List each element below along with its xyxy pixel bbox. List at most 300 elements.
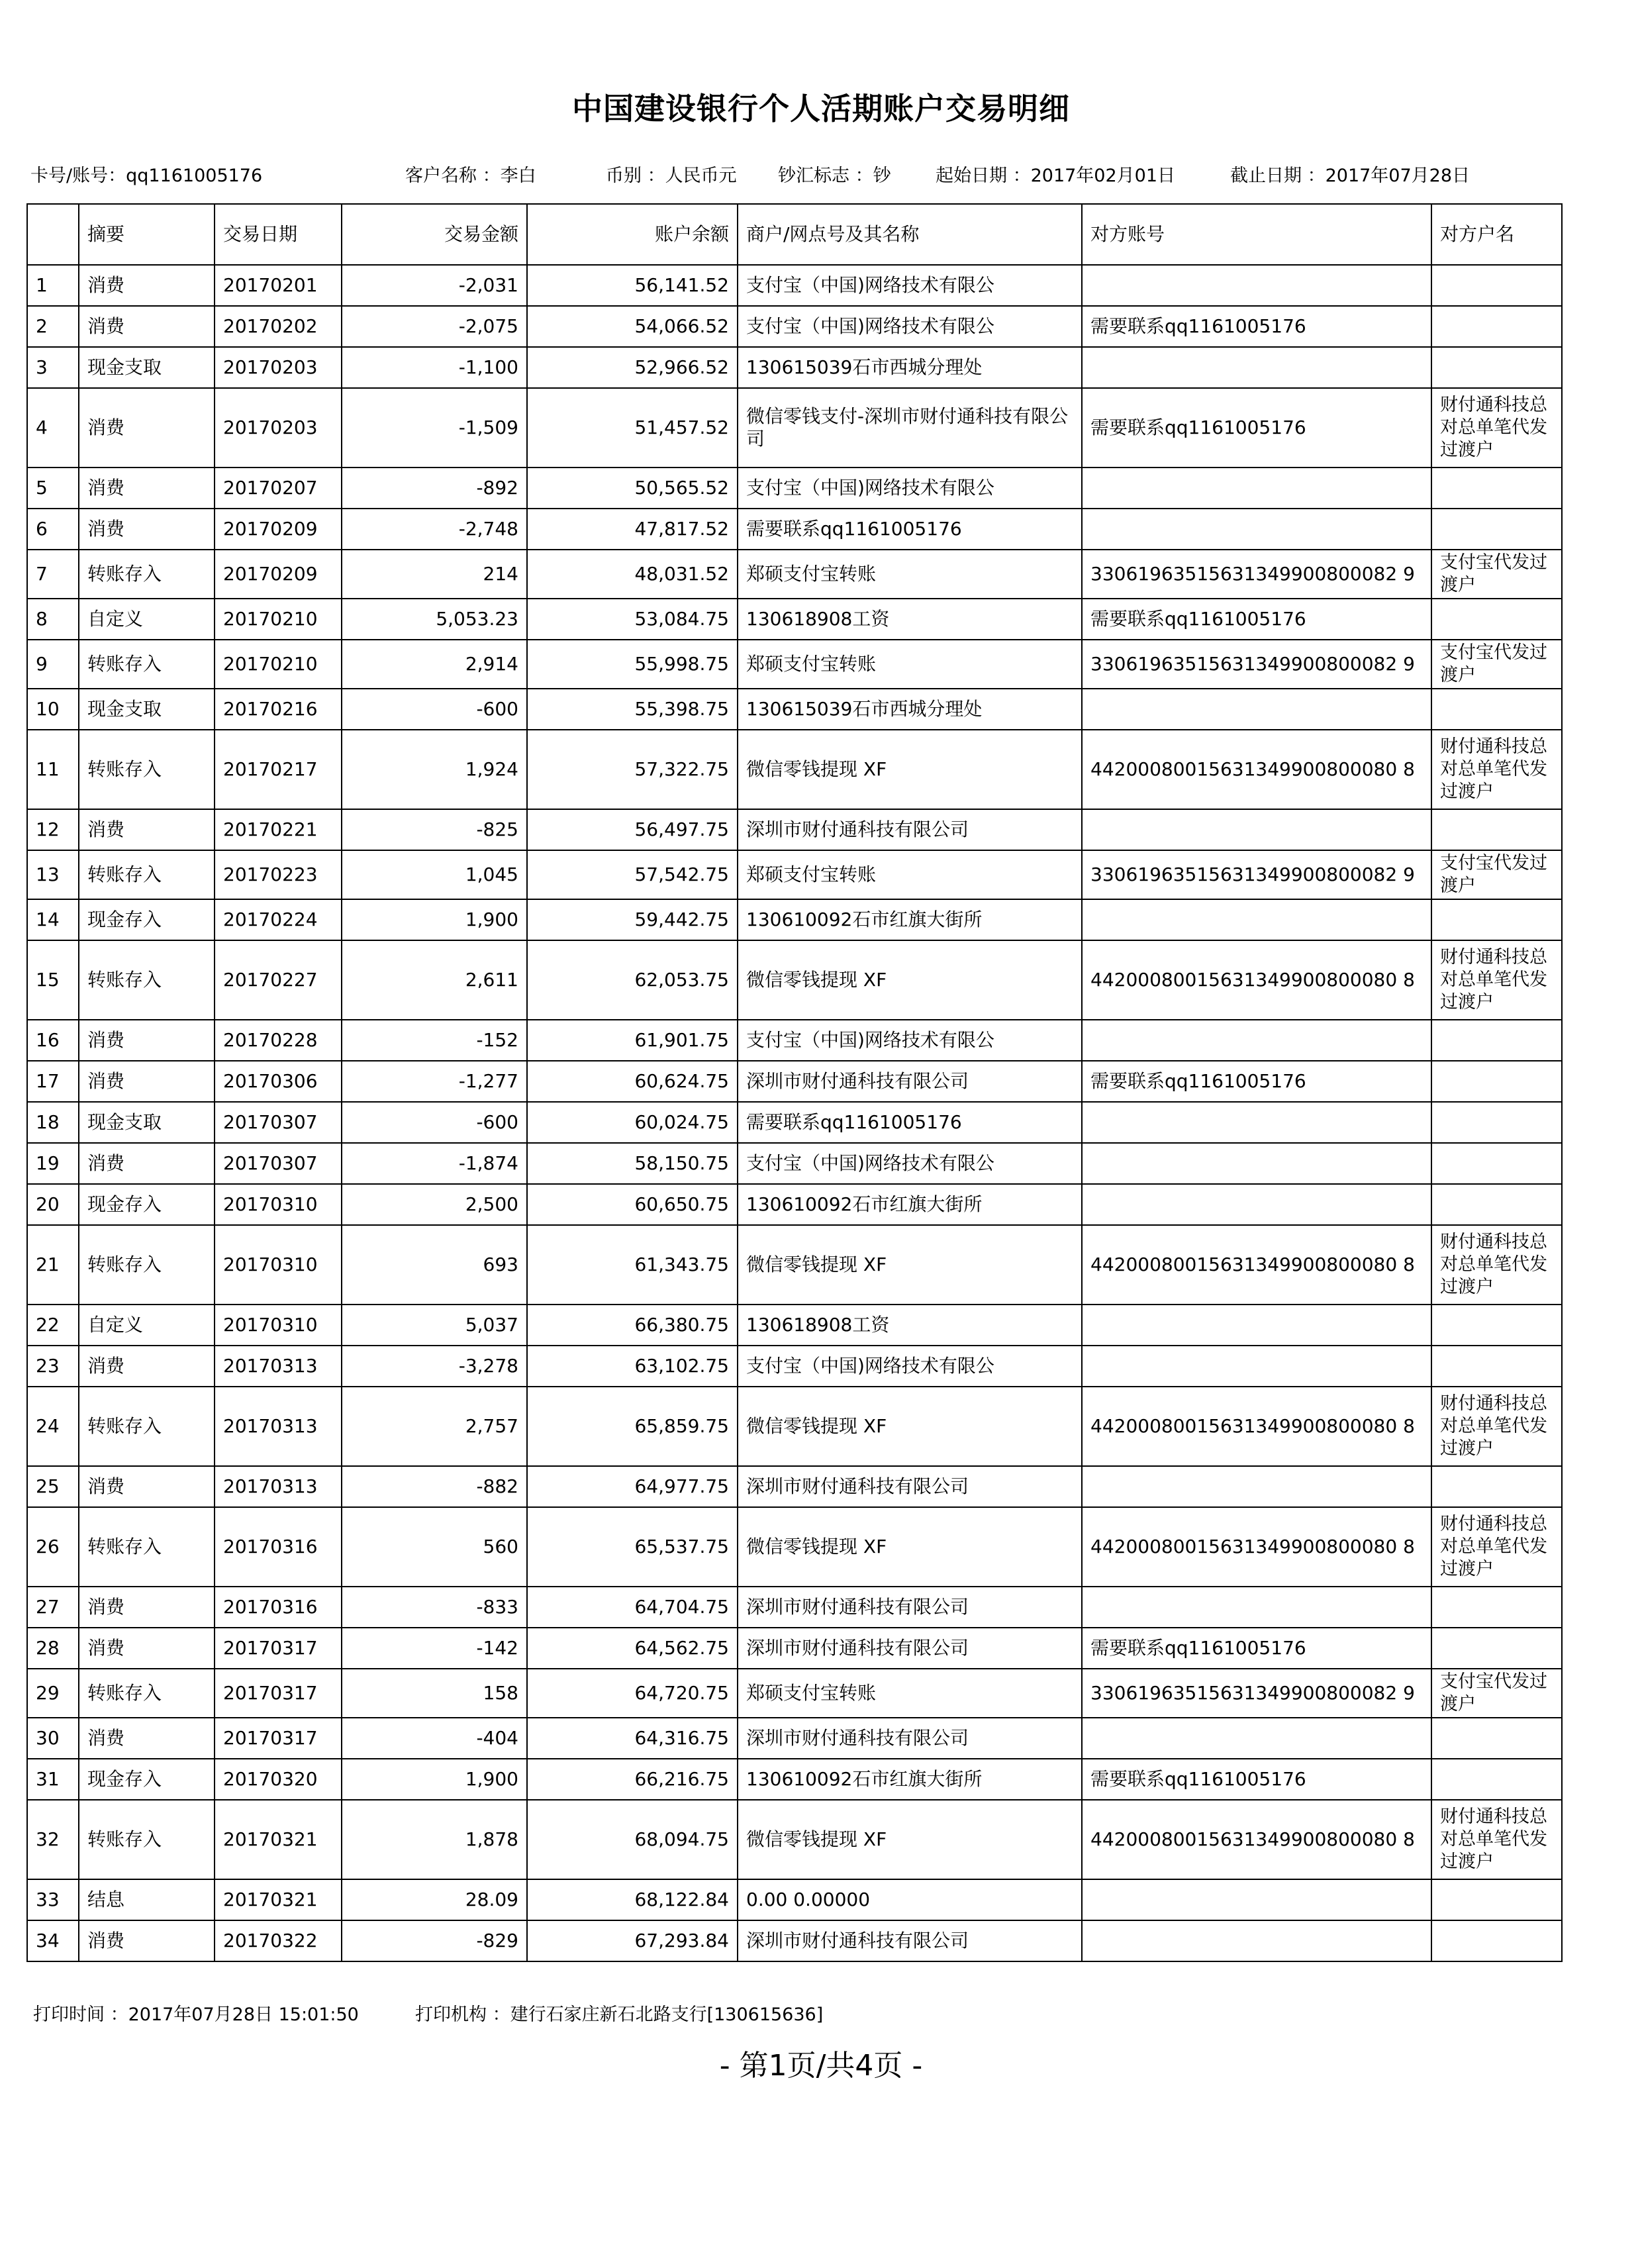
row-index: 13 (27, 850, 79, 899)
row-summary: 消费 (79, 809, 215, 850)
row-date: 20170210 (215, 599, 342, 640)
row-amount: -882 (342, 1466, 527, 1507)
row-counterparty-name (1431, 1305, 1562, 1346)
table-row (27, 1628, 1562, 1669)
table-row (27, 1587, 1562, 1628)
row-counterparty-account (1082, 1920, 1431, 1961)
row-index: 12 (27, 809, 79, 850)
table-row (27, 1305, 1562, 1346)
row-counterparty-name (1431, 1102, 1562, 1143)
row-index: 22 (27, 1305, 79, 1346)
row-counterparty-account: 需要联系qq1161005176 (1082, 599, 1431, 640)
row-merchant: 微信零钱提现 XF (738, 1507, 1082, 1587)
row-balance: 52,966.52 (527, 347, 738, 388)
row-amount: -829 (342, 1920, 527, 1961)
table-row (27, 1879, 1562, 1920)
row-date: 20170307 (215, 1143, 342, 1184)
row-counterparty-account: 33061963515631349900800082 9 (1082, 850, 1431, 899)
table-row (27, 550, 1562, 599)
row-amount: 1,900 (342, 1759, 527, 1800)
row-merchant: 郑硕支付宝转账 (738, 640, 1082, 689)
row-index: 10 (27, 689, 79, 730)
row-counterparty-name: 支付宝代发过渡户 (1431, 850, 1562, 899)
row-summary: 现金存入 (79, 1759, 215, 1800)
row-counterparty-account (1082, 1587, 1431, 1628)
row-balance: 53,084.75 (527, 599, 738, 640)
row-index: 9 (27, 640, 79, 689)
row-merchant: 130618908工资 (738, 1305, 1082, 1346)
row-counterparty-name (1431, 1628, 1562, 1669)
table-header-row (27, 204, 1562, 265)
row-date: 20170216 (215, 689, 342, 730)
row-merchant: 支付宝（中国)网络技术有限公 (738, 1143, 1082, 1184)
row-amount: -833 (342, 1587, 527, 1628)
table-row (27, 265, 1562, 306)
row-amount: 158 (342, 1669, 527, 1718)
row-counterparty-account (1082, 899, 1431, 940)
row-date: 20170203 (215, 388, 342, 468)
row-counterparty-account: 需要联系qq1161005176 (1082, 1628, 1431, 1669)
row-date: 20170202 (215, 306, 342, 347)
row-summary: 消费 (79, 1143, 215, 1184)
row-summary: 自定义 (79, 599, 215, 640)
row-balance: 68,094.75 (527, 1800, 738, 1879)
row-merchant: 微信零钱支付-深圳市财付通科技有限公司 (738, 388, 1082, 468)
row-summary: 消费 (79, 1920, 215, 1961)
row-balance: 67,293.84 (527, 1920, 738, 1961)
row-counterparty-account: 33061963515631349900800082 9 (1082, 1669, 1431, 1718)
row-merchant: 深圳市财付通科技有限公司 (738, 1628, 1082, 1669)
row-balance: 63,102.75 (527, 1346, 738, 1387)
row-balance: 48,031.52 (527, 550, 738, 599)
row-balance: 57,322.75 (527, 730, 738, 809)
row-counterparty-name: 财付通科技总对总单笔代发过渡户 (1431, 730, 1562, 809)
print-organization: 打印机构 ：建行石家庄新石北路支行[130615636] (415, 2004, 824, 2025)
row-amount: -3,278 (342, 1346, 527, 1387)
row-date: 20170317 (215, 1718, 342, 1759)
header-merchant: 商户/网点号及其名称 (738, 204, 1082, 265)
row-balance: 47,817.52 (527, 509, 738, 550)
row-amount: -2,031 (342, 265, 527, 306)
row-amount: 2,500 (342, 1184, 527, 1225)
row-merchant: 130615039石市西城分理处 (738, 689, 1082, 730)
row-summary: 现金支取 (79, 689, 215, 730)
document-title: 中国建设银行个人活期账户交易明细 (572, 91, 1070, 126)
table-row (27, 1102, 1562, 1143)
row-summary: 消费 (79, 1628, 215, 1669)
row-index: 25 (27, 1466, 79, 1507)
row-date: 20170201 (215, 265, 342, 306)
header-balance: 账户余额 (527, 204, 738, 265)
header-index (27, 204, 79, 265)
row-date: 20170310 (215, 1305, 342, 1346)
row-summary: 结息 (79, 1879, 215, 1920)
row-amount: 214 (342, 550, 527, 599)
row-counterparty-name (1431, 306, 1562, 347)
row-summary: 转账存入 (79, 1669, 215, 1718)
row-summary: 转账存入 (79, 1225, 215, 1305)
table-row (27, 1184, 1562, 1225)
row-amount: -142 (342, 1628, 527, 1669)
row-balance: 55,398.75 (527, 689, 738, 730)
row-date: 20170321 (215, 1800, 342, 1879)
row-balance: 54,066.52 (527, 306, 738, 347)
row-amount: -892 (342, 468, 527, 509)
row-index: 15 (27, 940, 79, 1020)
row-counterparty-account (1082, 468, 1431, 509)
row-amount: -1,277 (342, 1061, 527, 1102)
row-index: 18 (27, 1102, 79, 1143)
row-counterparty-name (1431, 1346, 1562, 1387)
row-counterparty-account: 44200080015631349900800080 8 (1082, 730, 1431, 809)
row-index: 30 (27, 1718, 79, 1759)
row-date: 20170310 (215, 1184, 342, 1225)
row-counterparty-account (1082, 1305, 1431, 1346)
row-index: 3 (27, 347, 79, 388)
row-counterparty-account (1082, 1346, 1431, 1387)
row-date: 20170310 (215, 1225, 342, 1305)
row-merchant: 130610092石市红旗大街所 (738, 1759, 1082, 1800)
row-amount: 5,053.23 (342, 599, 527, 640)
row-date: 20170223 (215, 850, 342, 899)
row-counterparty-name: 财付通科技总对总单笔代发过渡户 (1431, 1507, 1562, 1587)
currency: 币别 ：人民币元 (606, 166, 737, 186)
row-counterparty-account (1082, 265, 1431, 306)
row-summary: 转账存入 (79, 730, 215, 809)
row-counterparty-name (1431, 1920, 1562, 1961)
row-index: 28 (27, 1628, 79, 1669)
row-index: 6 (27, 509, 79, 550)
row-balance: 64,977.75 (527, 1466, 738, 1507)
row-merchant: 130615039石市西城分理处 (738, 347, 1082, 388)
page-number: - 第1页/共4页 - (719, 2049, 923, 2083)
row-amount: -404 (342, 1718, 527, 1759)
row-merchant: 需要联系qq1161005176 (738, 1102, 1082, 1143)
row-summary: 消费 (79, 388, 215, 468)
row-balance: 64,562.75 (527, 1628, 738, 1669)
row-counterparty-account: 33061963515631349900800082 9 (1082, 550, 1431, 599)
end-date: 截止日期 ：2017年07月28日 (1230, 166, 1471, 186)
row-counterparty-name (1431, 1759, 1562, 1800)
row-counterparty-account: 需要联系qq1161005176 (1082, 1061, 1431, 1102)
row-counterparty-name (1431, 599, 1562, 640)
row-index: 31 (27, 1759, 79, 1800)
row-balance: 50,565.52 (527, 468, 738, 509)
row-counterparty-account: 需要联系qq1161005176 (1082, 1759, 1431, 1800)
row-merchant: 需要联系qq1161005176 (738, 509, 1082, 550)
row-date: 20170313 (215, 1346, 342, 1387)
header-summary: 摘要 (79, 204, 215, 265)
table-row (27, 388, 1562, 468)
table-row (27, 1466, 1562, 1507)
row-date: 20170306 (215, 1061, 342, 1102)
row-index: 14 (27, 899, 79, 940)
table-row (27, 1800, 1562, 1879)
row-merchant: 支付宝（中国)网络技术有限公 (738, 306, 1082, 347)
table-row (27, 730, 1562, 809)
account-info-bar (0, 161, 1642, 187)
row-date: 20170322 (215, 1920, 342, 1961)
row-summary: 消费 (79, 1020, 215, 1061)
row-amount: 2,914 (342, 640, 527, 689)
table-row (27, 1387, 1562, 1466)
row-amount: -600 (342, 689, 527, 730)
row-counterparty-name: 支付宝代发过渡户 (1431, 1669, 1562, 1718)
row-index: 19 (27, 1143, 79, 1184)
row-index: 5 (27, 468, 79, 509)
row-index: 1 (27, 265, 79, 306)
row-counterparty-account: 44200080015631349900800080 8 (1082, 1387, 1431, 1466)
row-amount: 1,924 (342, 730, 527, 809)
header-amount: 交易金额 (342, 204, 527, 265)
row-summary: 现金支取 (79, 347, 215, 388)
row-merchant: 深圳市财付通科技有限公司 (738, 809, 1082, 850)
row-summary: 自定义 (79, 1305, 215, 1346)
row-amount: 28.09 (342, 1879, 527, 1920)
row-merchant: 支付宝（中国)网络技术有限公 (738, 1346, 1082, 1387)
row-date: 20170317 (215, 1669, 342, 1718)
row-balance: 66,380.75 (527, 1305, 738, 1346)
table-row (27, 1718, 1562, 1759)
row-counterparty-name (1431, 468, 1562, 509)
table-row (27, 1020, 1562, 1061)
row-summary: 转账存入 (79, 1387, 215, 1466)
row-index: 24 (27, 1387, 79, 1466)
row-counterparty-name (1431, 1020, 1562, 1061)
row-counterparty-account (1082, 1718, 1431, 1759)
row-index: 26 (27, 1507, 79, 1587)
row-summary: 消费 (79, 1466, 215, 1507)
row-counterparty-account (1082, 689, 1431, 730)
row-index: 7 (27, 550, 79, 599)
table-row (27, 468, 1562, 509)
row-counterparty-account (1082, 1184, 1431, 1225)
row-amount: -1,874 (342, 1143, 527, 1184)
row-merchant: 支付宝（中国)网络技术有限公 (738, 468, 1082, 509)
row-date: 20170313 (215, 1466, 342, 1507)
row-counterparty-name (1431, 347, 1562, 388)
card-number: 卡号/账号：qq1161005176 (30, 166, 263, 186)
row-amount: 2,611 (342, 940, 527, 1020)
row-balance: 57,542.75 (527, 850, 738, 899)
row-index: 8 (27, 599, 79, 640)
row-merchant: 支付宝（中国)网络技术有限公 (738, 1020, 1082, 1061)
row-amount: -1,100 (342, 347, 527, 388)
row-counterparty-name: 财付通科技总对总单笔代发过渡户 (1431, 1387, 1562, 1466)
row-counterparty-name: 财付通科技总对总单笔代发过渡户 (1431, 1800, 1562, 1879)
row-amount: 2,757 (342, 1387, 527, 1466)
row-counterparty-account (1082, 1466, 1431, 1507)
row-counterparty-name (1431, 1879, 1562, 1920)
row-amount: 1,878 (342, 1800, 527, 1879)
row-summary: 消费 (79, 306, 215, 347)
row-date: 20170221 (215, 809, 342, 850)
row-index: 21 (27, 1225, 79, 1305)
row-index: 4 (27, 388, 79, 468)
row-amount: -2,075 (342, 306, 527, 347)
row-merchant: 郑硕支付宝转账 (738, 850, 1082, 899)
row-merchant: 深圳市财付通科技有限公司 (738, 1718, 1082, 1759)
row-summary: 消费 (79, 509, 215, 550)
row-date: 20170217 (215, 730, 342, 809)
row-summary: 消费 (79, 468, 215, 509)
row-amount: 5,037 (342, 1305, 527, 1346)
table-row (27, 306, 1562, 347)
table-row (27, 599, 1562, 640)
row-date: 20170320 (215, 1759, 342, 1800)
row-balance: 64,316.75 (527, 1718, 738, 1759)
row-balance: 68,122.84 (527, 1879, 738, 1920)
row-index: 29 (27, 1669, 79, 1718)
row-counterparty-name (1431, 899, 1562, 940)
row-balance: 60,024.75 (527, 1102, 738, 1143)
row-balance: 64,704.75 (527, 1587, 738, 1628)
row-merchant: 130618908工资 (738, 599, 1082, 640)
row-amount: -2,748 (342, 509, 527, 550)
row-merchant: 微信零钱提现 XF (738, 730, 1082, 809)
row-counterparty-account: 44200080015631349900800080 8 (1082, 940, 1431, 1020)
start-date: 起始日期 ：2017年02月01日 (936, 166, 1176, 186)
row-counterparty-name: 财付通科技总对总单笔代发过渡户 (1431, 940, 1562, 1020)
row-summary: 现金支取 (79, 1102, 215, 1143)
row-index: 2 (27, 306, 79, 347)
row-balance: 56,497.75 (527, 809, 738, 850)
row-counterparty-name (1431, 809, 1562, 850)
row-date: 20170316 (215, 1587, 342, 1628)
row-date: 20170307 (215, 1102, 342, 1143)
row-counterparty-name (1431, 1184, 1562, 1225)
row-index: 16 (27, 1020, 79, 1061)
row-date: 20170321 (215, 1879, 342, 1920)
row-balance: 65,537.75 (527, 1507, 738, 1587)
row-merchant: 深圳市财付通科技有限公司 (738, 1587, 1082, 1628)
table-row (27, 509, 1562, 550)
row-balance: 61,901.75 (527, 1020, 738, 1061)
table-row (27, 689, 1562, 730)
row-balance: 60,624.75 (527, 1061, 738, 1102)
cash-flag: 钞汇标志 ：钞 (778, 166, 891, 186)
row-date: 20170209 (215, 550, 342, 599)
row-counterparty-account: 44200080015631349900800080 8 (1082, 1507, 1431, 1587)
row-amount: 560 (342, 1507, 527, 1587)
row-summary: 转账存入 (79, 550, 215, 599)
table-row (27, 347, 1562, 388)
transaction-table (26, 203, 1563, 1962)
row-counterparty-account: 33061963515631349900800082 9 (1082, 640, 1431, 689)
row-merchant: 郑硕支付宝转账 (738, 1669, 1082, 1718)
row-summary: 消费 (79, 265, 215, 306)
row-date: 20170228 (215, 1020, 342, 1061)
row-summary: 消费 (79, 1587, 215, 1628)
row-counterparty-name (1431, 509, 1562, 550)
row-date: 20170203 (215, 347, 342, 388)
row-counterparty-account: 44200080015631349900800080 8 (1082, 1225, 1431, 1305)
row-counterparty-account: 需要联系qq1161005176 (1082, 388, 1431, 468)
row-date: 20170316 (215, 1507, 342, 1587)
table-row (27, 1507, 1562, 1587)
table-row (27, 809, 1562, 850)
row-counterparty-account (1082, 1020, 1431, 1061)
row-counterparty-account (1082, 509, 1431, 550)
row-merchant: 微信零钱提现 XF (738, 1387, 1082, 1466)
row-summary: 转账存入 (79, 1800, 215, 1879)
row-counterparty-account (1082, 1102, 1431, 1143)
table-row (27, 1225, 1562, 1305)
row-date: 20170209 (215, 509, 342, 550)
row-index: 23 (27, 1346, 79, 1387)
row-counterparty-name (1431, 265, 1562, 306)
row-merchant: 郑硕支付宝转账 (738, 550, 1082, 599)
row-date: 20170317 (215, 1628, 342, 1669)
row-summary: 消费 (79, 1346, 215, 1387)
row-counterparty-name (1431, 1143, 1562, 1184)
row-index: 33 (27, 1879, 79, 1920)
customer-name: 客户名称 ：李白 (405, 166, 536, 186)
row-amount: -825 (342, 809, 527, 850)
row-balance: 58,150.75 (527, 1143, 738, 1184)
row-merchant: 深圳市财付通科技有限公司 (738, 1061, 1082, 1102)
row-merchant: 微信零钱提现 XF (738, 1800, 1082, 1879)
row-amount: -1,509 (342, 388, 527, 468)
transaction-rows (27, 265, 1562, 1961)
row-index: 32 (27, 1800, 79, 1879)
table-row (27, 850, 1562, 899)
header-date: 交易日期 (215, 204, 342, 265)
row-summary: 现金存入 (79, 1184, 215, 1225)
row-counterparty-account (1082, 1879, 1431, 1920)
row-counterparty-name: 支付宝代发过渡户 (1431, 640, 1562, 689)
row-amount: -152 (342, 1020, 527, 1061)
header-counterparty-name: 对方户名 (1431, 204, 1562, 265)
row-balance: 66,216.75 (527, 1759, 738, 1800)
table-row (27, 899, 1562, 940)
table-row (27, 1061, 1562, 1102)
table-row (27, 1759, 1562, 1800)
row-counterparty-name: 财付通科技总对总单笔代发过渡户 (1431, 1225, 1562, 1305)
row-summary: 消费 (79, 1718, 215, 1759)
table-row (27, 940, 1562, 1020)
row-merchant: 130610092石市红旗大街所 (738, 899, 1082, 940)
row-index: 20 (27, 1184, 79, 1225)
row-index: 27 (27, 1587, 79, 1628)
row-counterparty-name (1431, 689, 1562, 730)
row-amount: 693 (342, 1225, 527, 1305)
row-merchant: 深圳市财付通科技有限公司 (738, 1920, 1082, 1961)
row-summary: 转账存入 (79, 940, 215, 1020)
row-counterparty-name (1431, 1587, 1562, 1628)
row-counterparty-name (1431, 1466, 1562, 1507)
row-merchant: 微信零钱提现 XF (738, 940, 1082, 1020)
row-counterparty-name: 支付宝代发过渡户 (1431, 550, 1562, 599)
row-counterparty-account (1082, 809, 1431, 850)
table-row (27, 640, 1562, 689)
table-row (27, 1346, 1562, 1387)
row-balance: 56,141.52 (527, 265, 738, 306)
row-balance: 60,650.75 (527, 1184, 738, 1225)
row-balance: 59,442.75 (527, 899, 738, 940)
row-counterparty-account (1082, 1143, 1431, 1184)
row-amount: 1,045 (342, 850, 527, 899)
row-summary: 消费 (79, 1061, 215, 1102)
row-summary: 转账存入 (79, 850, 215, 899)
row-balance: 51,457.52 (527, 388, 738, 468)
row-counterparty-name: 财付通科技总对总单笔代发过渡户 (1431, 388, 1562, 468)
table-row (27, 1669, 1562, 1718)
row-counterparty-name (1431, 1718, 1562, 1759)
header-counterparty-account: 对方账号 (1082, 204, 1431, 265)
row-amount: -600 (342, 1102, 527, 1143)
table-row (27, 1143, 1562, 1184)
